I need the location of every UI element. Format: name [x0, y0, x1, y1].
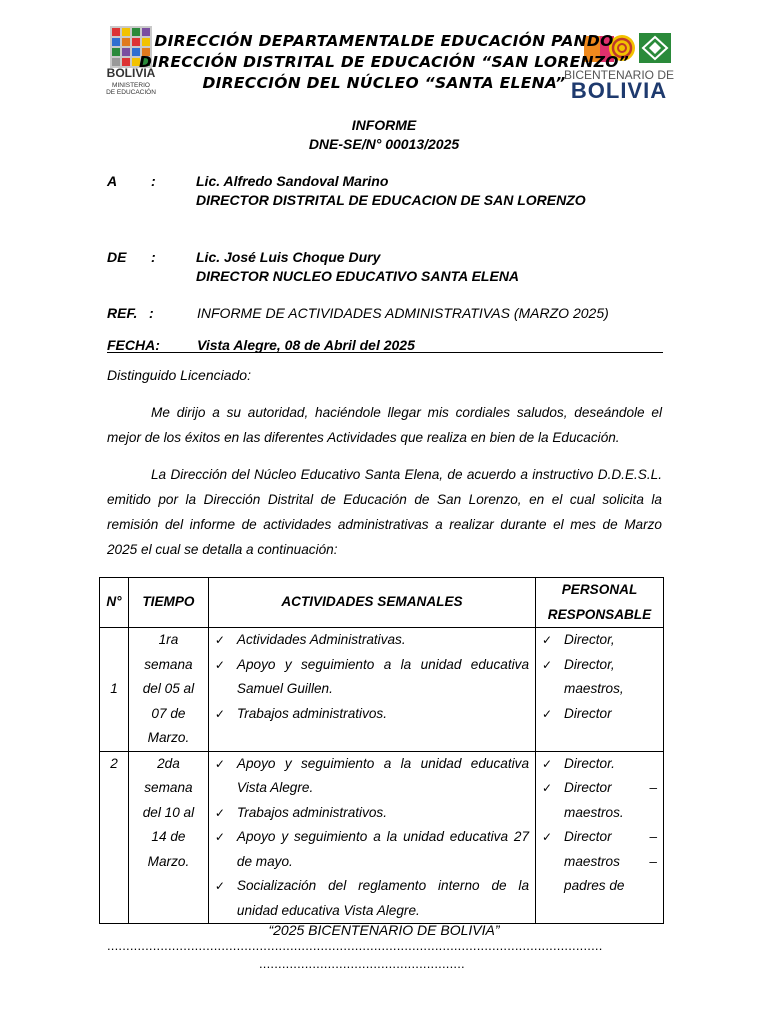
checkmark-icon: ✓: [542, 781, 553, 795]
checkmark-icon: ✓: [214, 706, 225, 721]
row-personnel: [536, 628, 664, 752]
header-num: N°: [100, 578, 129, 628]
checkmark-icon: ✓: [214, 657, 225, 672]
to-key: A: [107, 173, 118, 189]
personnel-item: ✓ Director – maestros.: [542, 776, 657, 825]
activity-item: ✓ Apoyo y seguimiento a la unidad educativa Samuel Guillen.: [215, 653, 529, 702]
personnel-item: ✓ Director, maestros,: [542, 653, 657, 702]
row-num: 2: [100, 751, 129, 924]
from-role: DIRECTOR NUCLEO EDUCATIVO SANTA ELENA: [196, 268, 520, 284]
activity-item: ✓ Apoyo y seguimiento a la unidad educativa 27 de mayo.: [215, 825, 529, 874]
activities-table: [99, 577, 664, 924]
to-name: Lic. Alfredo Sandoval Marino: [196, 173, 389, 189]
checkmark-icon: ✓: [214, 805, 225, 820]
from-name: Lic. José Luis Choque Dury: [196, 249, 381, 265]
from-sep: :: [151, 249, 156, 265]
row-num: 1: [100, 628, 129, 752]
salutation: Distinguido Licenciado:: [107, 367, 251, 383]
header-line-3: DIRECCIÓN DEL NÚCLEO “SANTA ELENA”: [202, 74, 566, 92]
logo-ministry-text: MINISTERIO DE EDUCACIÓN: [106, 82, 156, 96]
footer-dots-2: ......................................................: [259, 956, 465, 971]
personnel-item: ✓ Director – maestros – padres de: [542, 825, 657, 899]
report-title: INFORME: [351, 117, 417, 133]
checkmark-icon: ✓: [542, 830, 553, 844]
header-line-1: DIRECCIÓN DEPARTAMENTALDE EDUCACIÓN PANDO: [154, 32, 614, 50]
checkmark-icon: ✓: [542, 633, 553, 647]
personnel-item: ✓ Director,: [542, 628, 657, 653]
activity-item: ✓ Actividades Administrativas.: [215, 628, 529, 653]
to-sep: :: [151, 173, 156, 189]
personnel-item: ✓ Director.: [542, 752, 657, 777]
date-value: Vista Alegre, 08 de Abril del 2025: [197, 337, 415, 353]
date-underline: [107, 352, 663, 353]
activity-item: ✓ Trabajos administrativos.: [215, 801, 529, 826]
header-time: TIEMPO: [128, 578, 208, 628]
checkmark-icon: ✓: [214, 830, 225, 844]
activity-item: ✓ Trabajos administrativos.: [215, 702, 529, 727]
checkmark-icon: ✓: [214, 879, 225, 893]
row-time: 2da semana del 10 al 14 de Marzo.: [128, 751, 208, 924]
table-header-row: [100, 578, 664, 628]
footer-dots-1: ..................................................................................................................................: [107, 938, 603, 953]
ref-value: INFORME DE ACTIVIDADES ADMINISTRATIVAS (MARZO 2025): [197, 305, 609, 321]
personnel-item: ✓ Director: [542, 702, 657, 727]
report-number: DNE-SE/N° 00013/2025: [308, 136, 460, 152]
logo-bolivia-text: BOLIVIA: [106, 66, 156, 80]
logo-bicentenario-top: BICENTENARIO DE: [563, 68, 674, 82]
table-row: [100, 751, 664, 924]
to-role: DIRECTOR DISTRITAL DE EDUCACION DE SAN LORENZO: [196, 192, 586, 208]
header-personnel: PERSONAL RESPONSABLE: [536, 578, 664, 628]
checkmark-icon: ✓: [214, 633, 225, 647]
footer-motto: “2025 BICENTENARIO DE BOLIVIA”: [268, 922, 500, 938]
checkmark-icon: ✓: [542, 706, 553, 721]
from-key: DE: [107, 249, 127, 265]
table-row: [100, 628, 664, 752]
activity-item: ✓ Socialización del reglamento interno de la unidad educativa Vista Alegre.: [215, 874, 529, 923]
activity-item: ✓ Apoyo y seguimiento a la unidad educativa Vista Alegre.: [215, 752, 529, 801]
row-time: 1ra semana del 05 al 07 de Marzo.: [128, 628, 208, 752]
logo-bicentenario-bottom: BOLIVIA: [570, 78, 668, 103]
header-line-2: DIRECCIÓN DISTRITAL DE EDUCACIÓN “SAN LORENZO”: [138, 53, 630, 71]
date-key: FECHA:: [107, 337, 160, 353]
header-activities: ACTIVIDADES SEMANALES: [208, 578, 535, 628]
checkmark-icon: ✓: [542, 756, 553, 771]
row-personnel: [536, 751, 664, 924]
paragraph-1: Me dirijo a su autoridad, haciéndole llegar mis cordiales saludos, deseándole el mejor de los éxitos en las diferentes Actividades que realiza en bien de la Educación.: [107, 405, 662, 445]
ref-sep: :: [149, 305, 154, 321]
paragraph-2: La Dirección del Núcleo Educativo Santa Elena, de acuerdo a instructivo D.D.E.S.L. emitido por la Dirección Distrital de Educación de San Lorenzo, en el cual solicita la remisión del informe de actividades administrativas a realizar durante el mes de Marzo 2025 el cual se detalla a continuación:: [107, 467, 662, 557]
row-activities: [208, 751, 535, 924]
row-activities: [208, 628, 535, 752]
ref-key: REF.: [107, 305, 138, 321]
checkmark-icon: ✓: [542, 657, 553, 672]
checkmark-icon: ✓: [214, 756, 225, 771]
